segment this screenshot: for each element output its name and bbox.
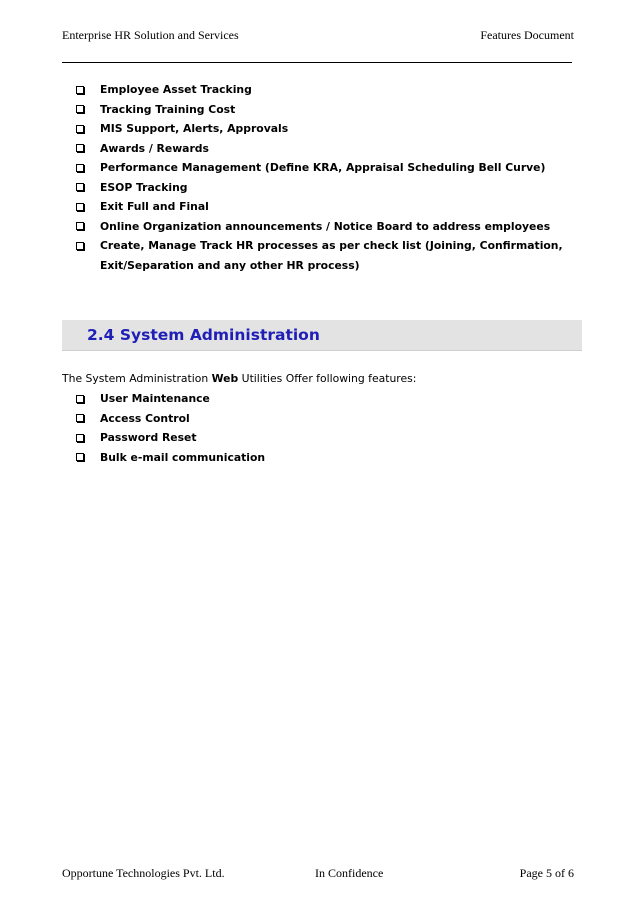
header-divider — [62, 62, 572, 63]
checkbox-bullet-icon — [76, 158, 100, 178]
list-item — [76, 100, 576, 120]
list-item-label: ESOP Tracking — [100, 180, 188, 194]
list-item-label: Tracking Training Cost — [100, 102, 236, 116]
list-item-label: Online Organization announcements / Notice Board to address employees — [100, 219, 551, 233]
list-item-label: Create, Manage Track HR processes as per check list (Joining, Confirmation, Exit/Separation and any other HR process) — [100, 239, 563, 272]
list-item — [76, 178, 576, 198]
section-title: 2.4 System Administration — [87, 326, 320, 344]
admin-features-list — [76, 389, 576, 467]
list-item — [76, 236, 576, 275]
list-item — [76, 80, 576, 100]
list-item-label: User Maintenance — [100, 392, 210, 405]
intro-bold: Web — [211, 372, 239, 385]
checkbox-bullet-icon — [76, 428, 100, 448]
list-item-label: Bulk e-mail communication — [100, 450, 266, 464]
list-item — [76, 139, 576, 159]
list-item — [76, 197, 576, 217]
list-item-label: Awards / Rewards — [100, 141, 209, 155]
checkbox-bullet-icon — [76, 139, 100, 159]
list-item — [76, 158, 576, 178]
page-header — [62, 28, 574, 43]
checkbox-bullet-icon — [76, 217, 100, 237]
checkbox-bullet-icon — [76, 119, 100, 139]
footer-page-number: Page 5 of 6 — [519, 866, 574, 880]
footer-confidentiality: In Confidence — [315, 866, 384, 880]
section-heading-bar — [62, 320, 582, 351]
header-title: Enterprise HR Solution and Services — [62, 28, 239, 42]
list-item — [76, 389, 576, 409]
list-item — [76, 217, 576, 237]
checkbox-bullet-icon — [76, 236, 100, 256]
checkbox-bullet-icon — [76, 409, 100, 429]
list-item-label: Employee Asset Tracking — [100, 83, 252, 96]
checkbox-bullet-icon — [76, 80, 100, 100]
features-list — [76, 80, 576, 275]
list-item-label: MIS Support, Alerts, Approvals — [100, 122, 289, 135]
list-item — [76, 409, 576, 429]
checkbox-bullet-icon — [76, 389, 100, 409]
checkbox-bullet-icon — [76, 100, 100, 120]
checkbox-bullet-icon — [76, 197, 100, 217]
list-item-label: Password Reset — [100, 431, 197, 444]
checkbox-bullet-icon — [76, 448, 100, 468]
footer-company: Opportune Technologies Pvt. Ltd. — [62, 866, 225, 880]
list-item-label: Performance Management (Define KRA, Appraisal Scheduling Bell Curve) — [100, 161, 546, 174]
section-intro — [62, 372, 416, 385]
intro-suffix: Utilities Offer following features: — [238, 372, 417, 385]
list-item-label: Access Control — [100, 411, 190, 425]
list-item — [76, 428, 576, 448]
list-item — [76, 119, 576, 139]
header-doc-type: Features Document — [480, 28, 574, 42]
list-item-label: Exit Full and Final — [100, 200, 209, 213]
intro-prefix: The System Administration — [62, 372, 212, 385]
checkbox-bullet-icon — [76, 178, 100, 198]
list-item — [76, 448, 576, 468]
